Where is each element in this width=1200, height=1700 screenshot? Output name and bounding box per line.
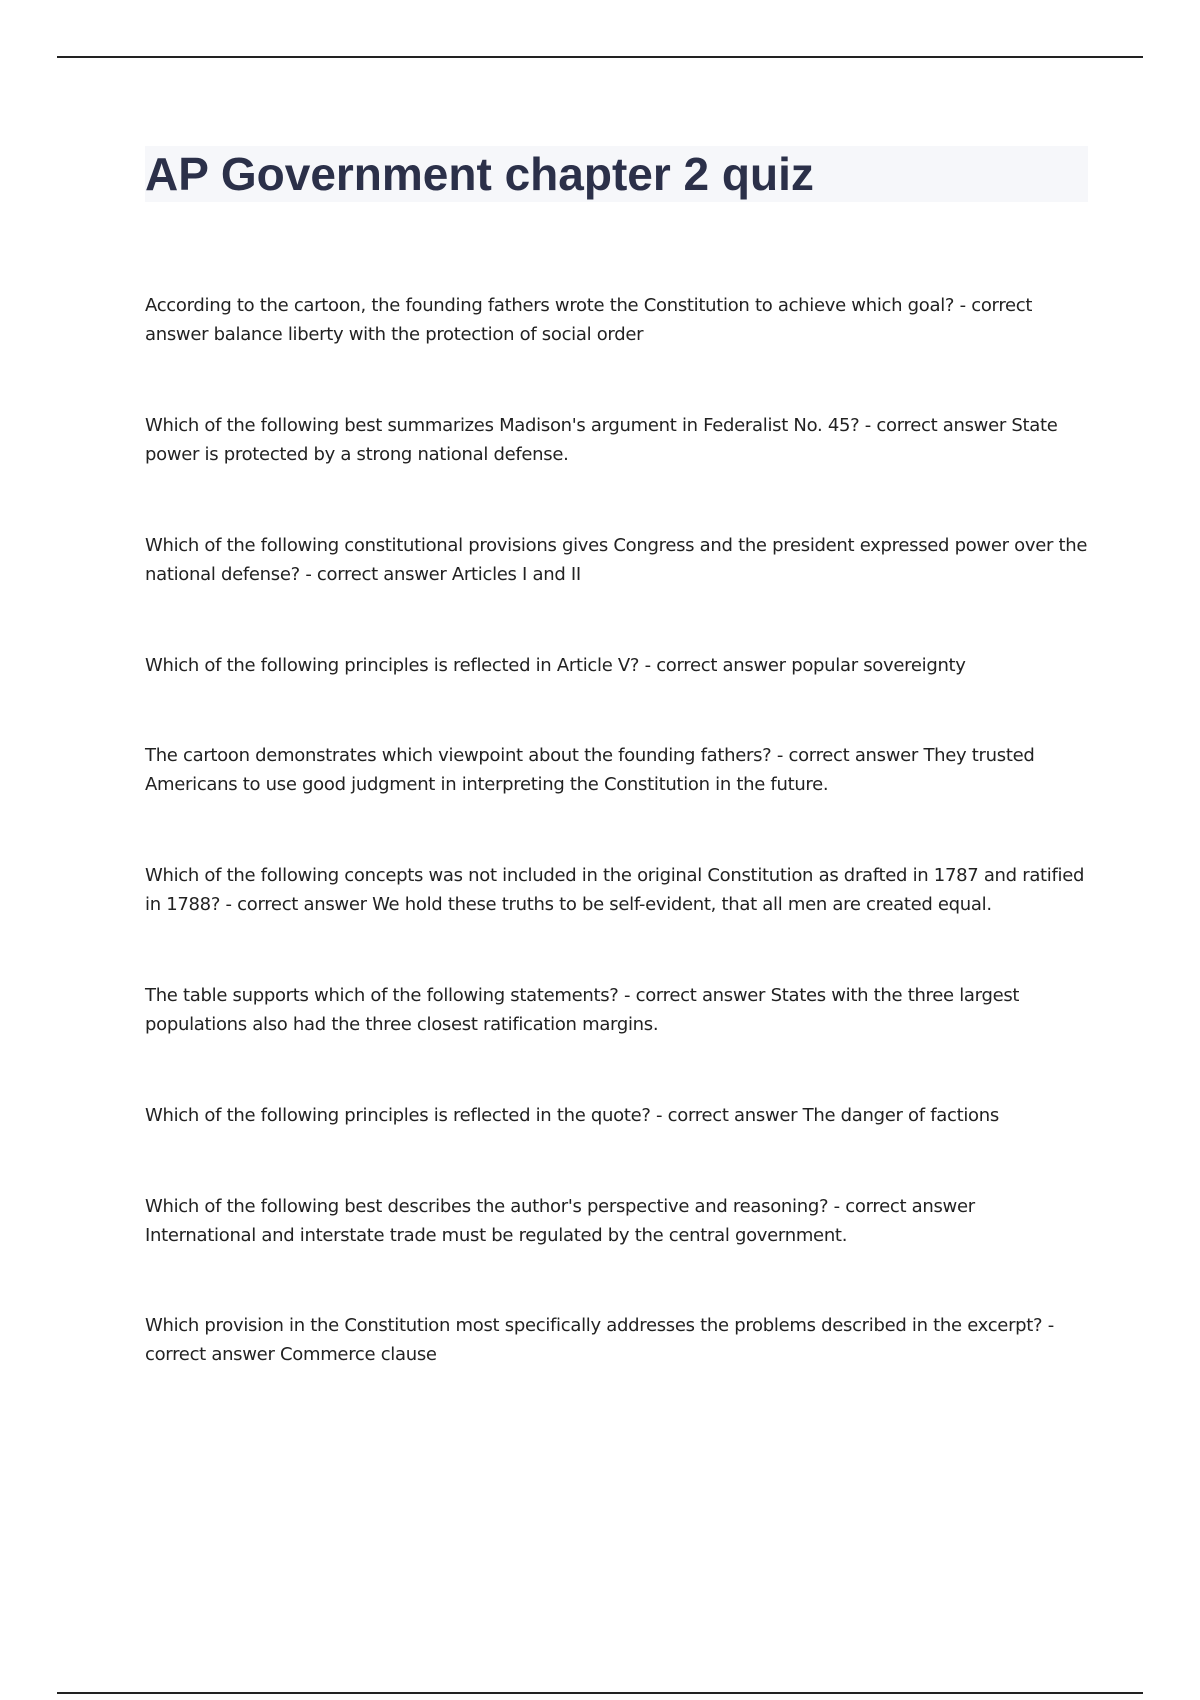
qa-item-2: Which of the following best summarizes Madison's argument in Federalist No. 45? - correct answer State power is protected by a strong national defense. [145, 415, 1058, 465]
qa-item-3: Which of the following constitutional provisions gives Congress and the president expressed power over the national defense? - correct answer Articles I and II [145, 535, 1088, 585]
qa-item-8: Which of the following principles is reflected in the quote? - correct answer The danger of factions [145, 1105, 999, 1126]
qa-item-4: Which of the following principles is reflected in Article V? - correct answer popular sovereignty [145, 655, 966, 676]
qa-item-6: Which of the following concepts was not included in the original Constitution as drafted in 1787 and ratified in 1788? - correct answer We hold these truths to be self-evident, that all men are created equal. [145, 865, 1085, 915]
bottom-rule [57, 1692, 1143, 1694]
qa-item-5: The cartoon demonstrates which viewpoint about the founding fathers? - correct answer They trusted Americans to use good judgment in interpreting the Constitution in the future. [145, 745, 1035, 795]
qa-item-7: The table supports which of the following statements? - correct answer States with the three largest populations also had the three closest ratification margins. [145, 985, 1020, 1035]
top-rule [57, 56, 1143, 58]
qa-item-9: Which of the following best describes the author's perspective and reasoning? - correct answer International and interstate trade must be regulated by the central government. [145, 1196, 975, 1246]
qa-item-1: According to the cartoon, the founding fathers wrote the Constitution to achieve which goal? - correct answer balance liberty with the protection of social order [145, 295, 1033, 345]
qa-item-10: Which provision in the Constitution most specifically addresses the problems described in the excerpt? - correct answer Commerce clause [145, 1315, 1054, 1365]
page-title: AP Government chapter 2 quiz [145, 148, 814, 200]
